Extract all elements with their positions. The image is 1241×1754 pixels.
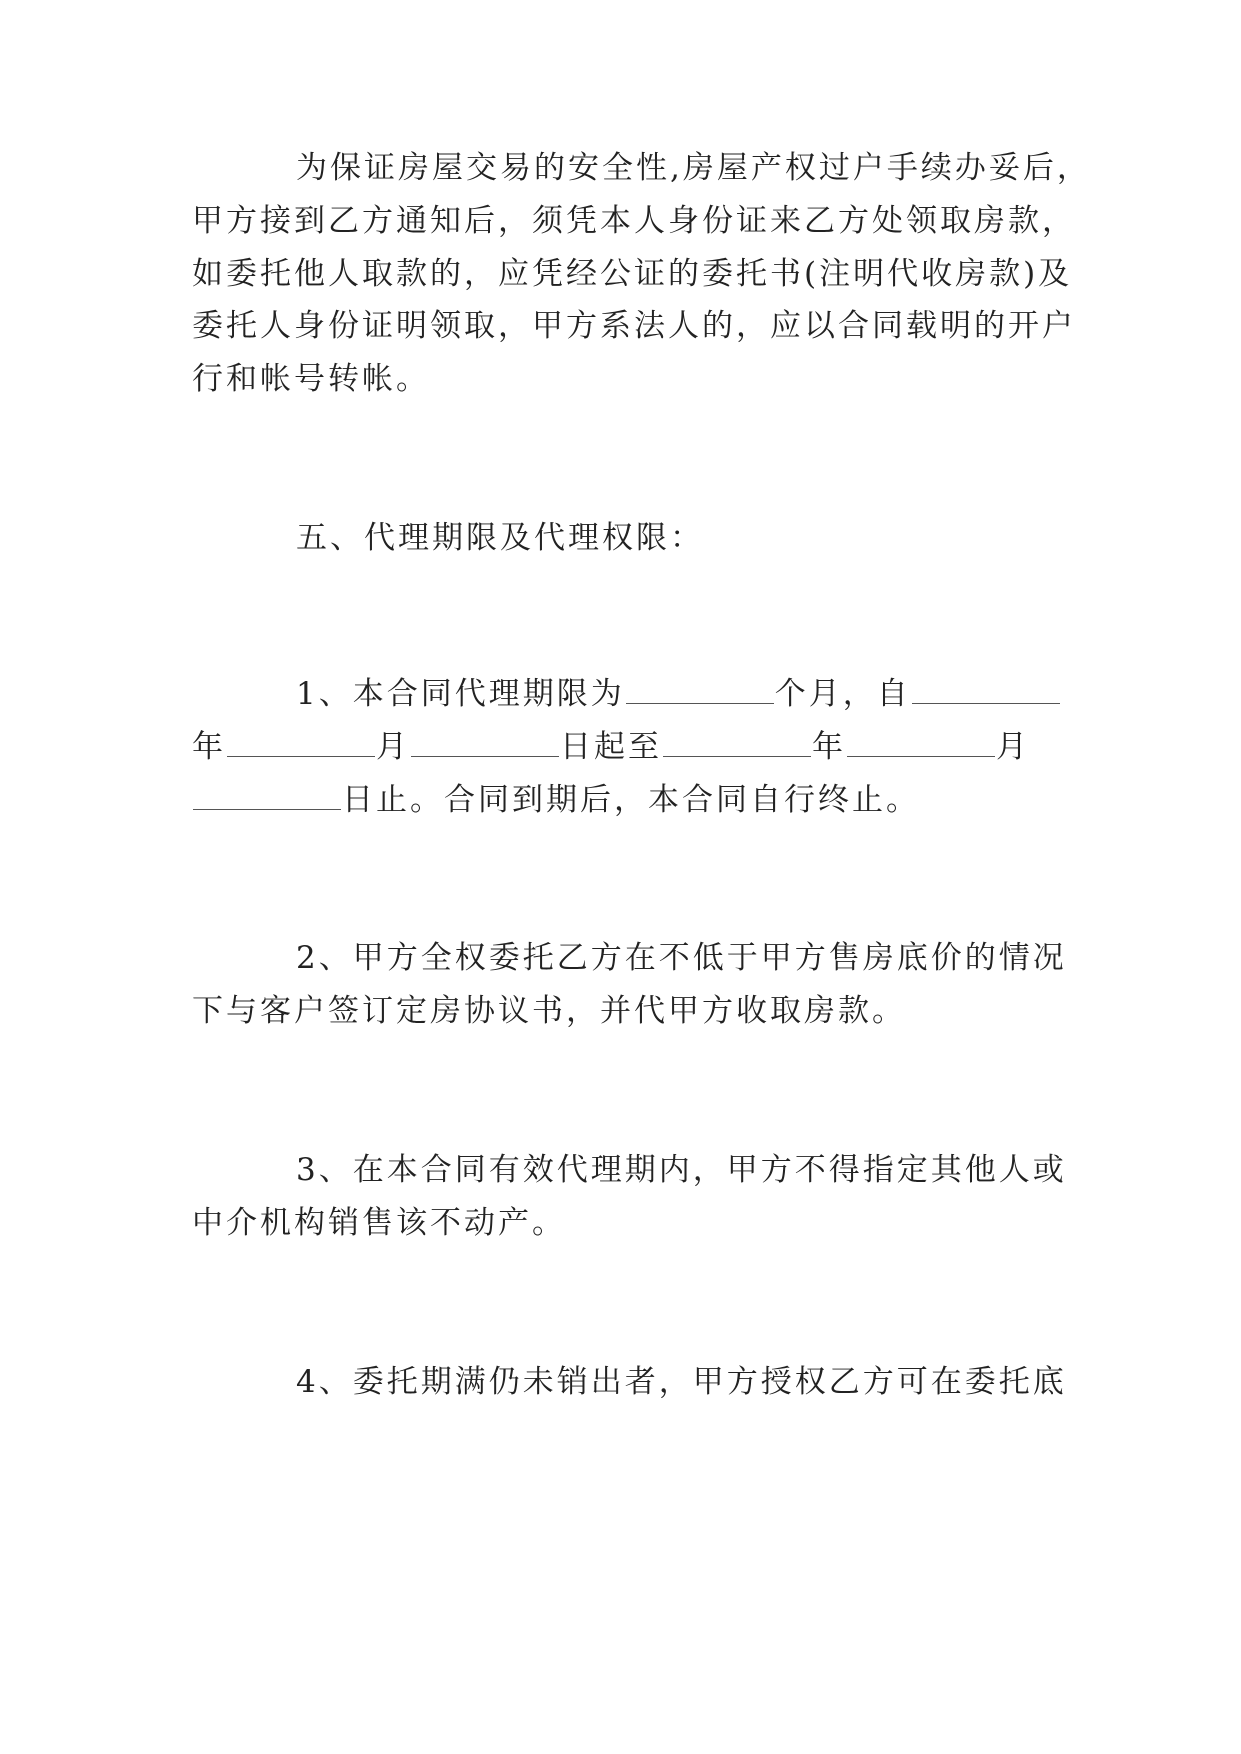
clause-3-line-2: 中介机构销售该不动产。 (192, 1205, 566, 1241)
clause-3-line-1: 3、在本合同有效代理期内，甲方不得指定其他人或 (296, 1152, 1067, 1188)
paragraph-transfer-line-1: 为保证房屋交易的安全性,房屋产权过户手续办妥后， (296, 150, 1091, 186)
blank-start-year-field[interactable] (912, 677, 1060, 704)
blank-end-month-field[interactable] (847, 730, 995, 757)
blank-start-day-field[interactable] (411, 730, 559, 757)
clause-1-line-3 (192, 780, 1092, 820)
blank-start-month-field[interactable] (227, 730, 375, 757)
blank-end-day-field[interactable] (193, 783, 341, 810)
blank-end-year-field[interactable] (663, 730, 811, 757)
clause-1-text-from-to: 日起至 (560, 729, 662, 765)
clause-2-line-1: 2、甲方全权委托乙方在不低于甲方售房底价的情况 (296, 940, 1067, 976)
section-five-heading: 五、代理期限及代理权限： (296, 520, 704, 556)
paragraph-transfer-line-5: 行和帐号转帐。 (192, 361, 430, 397)
clause-1-text-a: 1、本合同代理期限为 (296, 676, 625, 712)
blank-months-field[interactable] (626, 677, 774, 704)
clause-2-line-2: 下与客户签订定房协议书，并代甲方收取房款。 (192, 993, 906, 1029)
clause-1-text-end-year: 年 (812, 729, 846, 765)
clause-1-line-1 (296, 674, 1196, 714)
clause-1-text-year: 年 (192, 729, 226, 765)
clause-1-line-2 (192, 727, 1092, 767)
paragraph-transfer-line-2: 甲方接到乙方通知后，须凭本人身份证来乙方处领取房款， (192, 203, 1076, 239)
paragraph-transfer-line-4: 委托人身份证明领取，甲方系法人的，应以合同载明的开户 (192, 308, 1076, 344)
clause-1-text-end-month: 月 (996, 729, 1030, 765)
clause-1-text-month: 月 (376, 729, 410, 765)
clause-1-text-b: 个月，自 (774, 676, 911, 712)
clause-4-line-1: 4、委托期满仍未销出者，甲方授权乙方可在委托底 (296, 1364, 1067, 1400)
paragraph-transfer-line-3: 如委托他人取款的，应凭经公证的委托书(注明代收房款)及 (192, 256, 1073, 292)
clause-1-text-end: 日止。合同到期后，本合同自行终止。 (342, 782, 920, 818)
